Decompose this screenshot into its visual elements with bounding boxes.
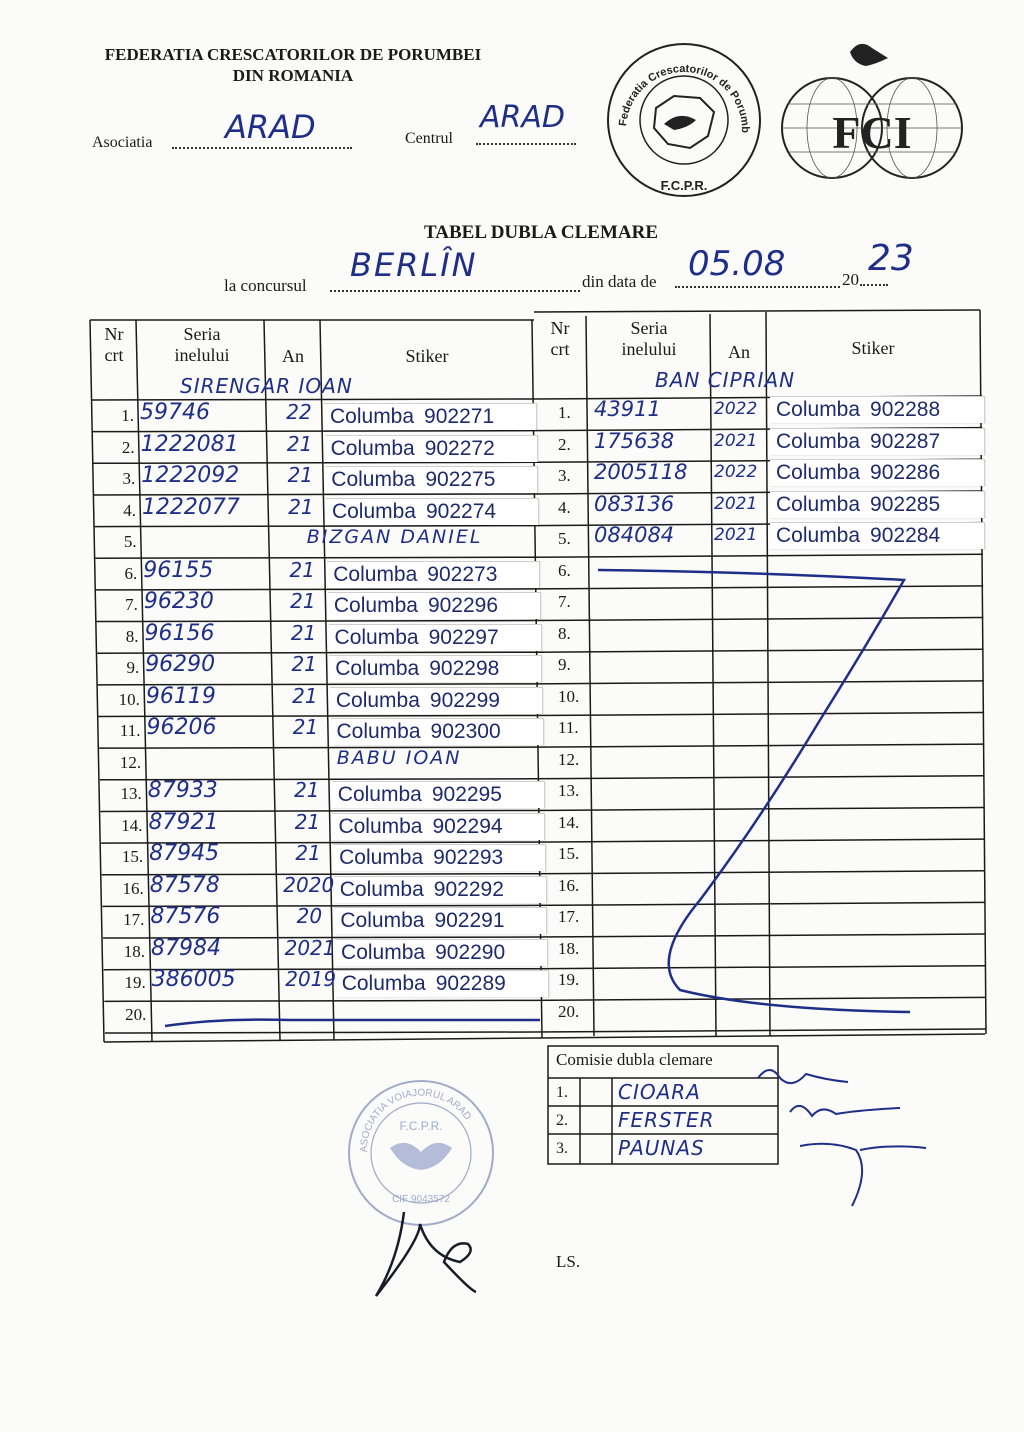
right-row-nr: 9. [558,655,571,674]
commission-title: Comisie dubla clemare [556,1050,713,1069]
left-row-serie: 87576 [150,904,221,929]
sticker-code: 902288 [870,398,941,421]
right-row-nr: 4. [558,497,571,517]
left-row-nr: 13. [120,784,142,803]
right-row-nr: 18. [558,938,580,958]
left-row-nr: 9. [126,658,140,677]
contest-label: la concursul [224,276,307,295]
right-row-nr: 2. [558,434,571,454]
federation-line2: DIN ROMANIA [232,66,354,85]
sticker-brand: Columba [331,468,416,491]
left-row-serie: 87984 [151,935,222,961]
right-row-nr: 12. [558,749,580,769]
left-col-stiker-header: Stiker [405,346,449,366]
sticker-code: 902287 [870,429,941,453]
sticker-brand: Columba [333,562,418,586]
left-row-nr: 15. [121,847,144,866]
right-row-an: 2021 [714,525,758,545]
sticker-code: 902273 [427,562,498,586]
sticker-brand: Columba [338,814,423,838]
fcpr-seal-abbr: F.C.P.R. [660,178,708,193]
right-row-nr: 8. [558,623,571,643]
centrul-label: Centrul [405,130,453,147]
sticker-brand: Columba [776,524,861,547]
right-row-nr: 20. [558,1001,580,1021]
sticker-code: 902300 [430,720,501,743]
asociatia-value: ARAD [225,108,316,146]
left-row-an: 21 [290,589,316,613]
association-seal-abbr: F.C.P.R. [399,1119,443,1133]
right-row-nr: 3. [558,466,571,485]
left-row-nr: 20. [125,1004,147,1024]
left-row-nr: 17. [123,910,145,929]
sticker-brand: Columba [336,720,421,743]
right-row-nr: 7. [558,592,571,611]
association-seal-code: CIF 9043572 [392,1194,450,1205]
sticker-brand: Columba [339,846,424,869]
sticker-code: 902295 [431,783,502,806]
left-row-serie: 96230 [143,589,214,614]
left-row-serie: 87921 [148,809,219,835]
commission-member-name: PAUNAS [618,1136,705,1160]
left-row-nr: 2. [121,437,135,457]
left-row-nr: 6. [124,563,138,583]
left-row-serie: 1222092 [141,463,240,488]
sticker-brand: Columba [337,783,422,806]
right-col-stiker-header: Stiker [851,338,895,358]
left-row-nr: 16. [122,878,144,898]
association-seal-ring-text: ASOCIATIA VOIAJORUL ARAD [358,1087,473,1153]
left-row-nr: 19. [124,973,146,992]
left-owner-1: SIRENGAR IOAN [180,374,353,398]
sticker-brand: Columba [330,405,415,428]
right-row-serie: 175638 [594,428,675,453]
left-row-nr: 10. [118,689,140,709]
sticker-code: 902297 [428,625,499,649]
sticker-code: 902294 [432,814,503,838]
year-suffix: 23 [868,238,914,279]
sticker-brand: Columba [330,436,415,460]
right-row-nr: 11. [558,718,579,737]
right-row-an: 2021 [714,430,758,451]
left-row-an: 21 [294,778,320,802]
sticker-code: 902284 [870,524,941,547]
left-row-an: 21 [294,809,321,834]
left-row-serie: 96155 [143,557,214,583]
sticker-code: 902298 [429,657,500,680]
sticker-brand: Columba [776,461,861,484]
sticker-brand: Columba [335,688,420,712]
left-row-serie: 87578 [149,872,220,898]
sticker-code: 902275 [425,468,496,491]
sticker-brand: Columba [339,877,424,901]
left-row-serie: 96119 [145,683,216,709]
right-row-an: 2022 [714,399,758,419]
date-value: 05.08 [688,244,786,284]
left-row-nr: 14. [121,815,143,835]
left-row-an: 2020 [283,872,335,897]
left-row-an: 21 [290,620,317,645]
left-row-serie: 96206 [146,715,217,740]
left-row-nr: 8. [125,626,139,646]
commission-member-name: FERSTER [618,1108,715,1132]
right-row-nr: 15. [558,844,580,863]
right-row-nr: 17. [558,907,580,926]
left-row-owner: BIZGAN DANIEL [306,526,483,548]
commission-member-nr: 2. [556,1112,568,1129]
sticker-code: 902291 [434,909,505,932]
year-prefix: 20 [842,270,859,289]
sticker-brand: Columba [334,625,419,649]
left-row-owner: BABU IOAN [336,746,462,769]
sticker-brand: Columba [335,657,420,680]
sticker-code: 902292 [433,877,504,901]
left-row-nr: 12. [119,752,142,772]
sticker-code: 902272 [424,436,495,460]
left-row-serie: 96156 [144,620,215,646]
sticker-code: 902285 [870,492,941,516]
right-col-serie-header: Seria inelului [621,318,677,359]
sticker-brand: Columba [341,940,426,964]
page-title: TABEL DUBLA CLEMARE [424,222,659,243]
commission-member-nr: 3. [556,1140,568,1157]
left-row-serie: 386005 [151,967,236,992]
sticker-code: 902274 [425,499,497,523]
left-row-serie: 96290 [145,652,216,677]
right-row-serie: 2005118 [594,460,688,484]
right-col-nr-header: Nr crt [550,318,570,359]
left-row-serie: 1222081 [140,431,239,457]
right-row-an: 2022 [714,462,758,482]
left-row-an: 21 [289,557,315,582]
sticker-brand: Columba [341,972,426,995]
commission-member-name: CIOARA [618,1080,701,1104]
right-row-serie: 083136 [594,491,675,516]
right-row-nr: 19. [558,970,580,989]
right-row-nr: 6. [558,560,571,580]
left-row-an: 2019 [285,967,337,991]
sticker-code: 902286 [870,461,941,484]
left-row-an: 22 [286,400,312,424]
left-row-serie: 59746 [140,400,210,425]
left-row-nr: 1. [121,406,134,425]
left-row-nr: 3. [122,469,136,488]
commission-member-nr: 1. [556,1084,568,1101]
right-row-serie: 43911 [594,397,661,421]
left-col-nr-header: Nr crt [104,324,124,365]
sticker-code: 902293 [433,846,504,869]
sticker-brand: Columba [776,398,861,421]
contest-value: BERLÎN [350,246,478,284]
left-row-nr: 11. [119,721,141,740]
left-row-nr: 7. [125,595,138,614]
asociatia-label: Asociatia [92,134,153,151]
left-col-an-header: An [282,346,304,366]
right-row-serie: 084084 [594,523,675,547]
left-row-an: 21 [286,431,313,456]
left-row-an: 20 [296,904,323,928]
federation-line1: FEDERATIA CRESCATORILOR DE PORUMBEI [104,45,482,64]
left-row-serie: 1222077 [141,494,240,520]
sticker-brand: Columba [333,594,418,617]
right-owner-1: BAN CIPRIAN [655,368,796,392]
left-row-an: 21 [288,494,314,519]
left-row-an: 2021 [284,935,336,960]
right-row-an: 2021 [714,493,758,514]
left-col-serie-header: Seria inelului [174,324,230,365]
fcpr-seal-ring-text: Federatia Crescatorilor de Porumb [617,62,752,133]
right-row-nr: 5. [558,529,571,548]
left-row-nr: 5. [123,532,137,551]
ls-label: LS. [556,1252,581,1271]
left-row-an: 21 [292,715,319,739]
right-row-nr: 16. [558,875,580,895]
right-row-nr: 13. [558,781,580,800]
sticker-code: 902289 [435,972,506,995]
left-row-an: 21 [292,683,318,708]
left-row-nr: 18. [123,941,146,961]
sticker-code: 902271 [424,405,495,428]
left-row-an: 21 [287,463,314,487]
left-row-an: 21 [295,841,321,865]
right-col-an-header: An [728,342,750,362]
date-label: din data de [582,272,657,291]
left-row-serie: 87933 [147,778,218,803]
sticker-code: 902296 [427,594,499,617]
left-row-nr: 4. [123,500,136,520]
right-row-nr: 1. [558,403,571,422]
sticker-brand: Columba [776,429,861,453]
centrul-value: ARAD [480,100,565,135]
sticker-code: 902299 [429,688,500,712]
right-row-nr: 14. [558,812,580,832]
fci-logo-text: FCI [832,107,912,158]
right-row-nr: 10. [558,686,580,706]
sticker-brand: Columba [776,492,861,516]
sticker-brand: Columba [331,499,416,523]
left-row-an: 21 [291,652,317,676]
sticker-brand: Columba [340,909,425,932]
sticker-code: 902290 [435,940,506,964]
left-row-serie: 87945 [149,841,220,866]
